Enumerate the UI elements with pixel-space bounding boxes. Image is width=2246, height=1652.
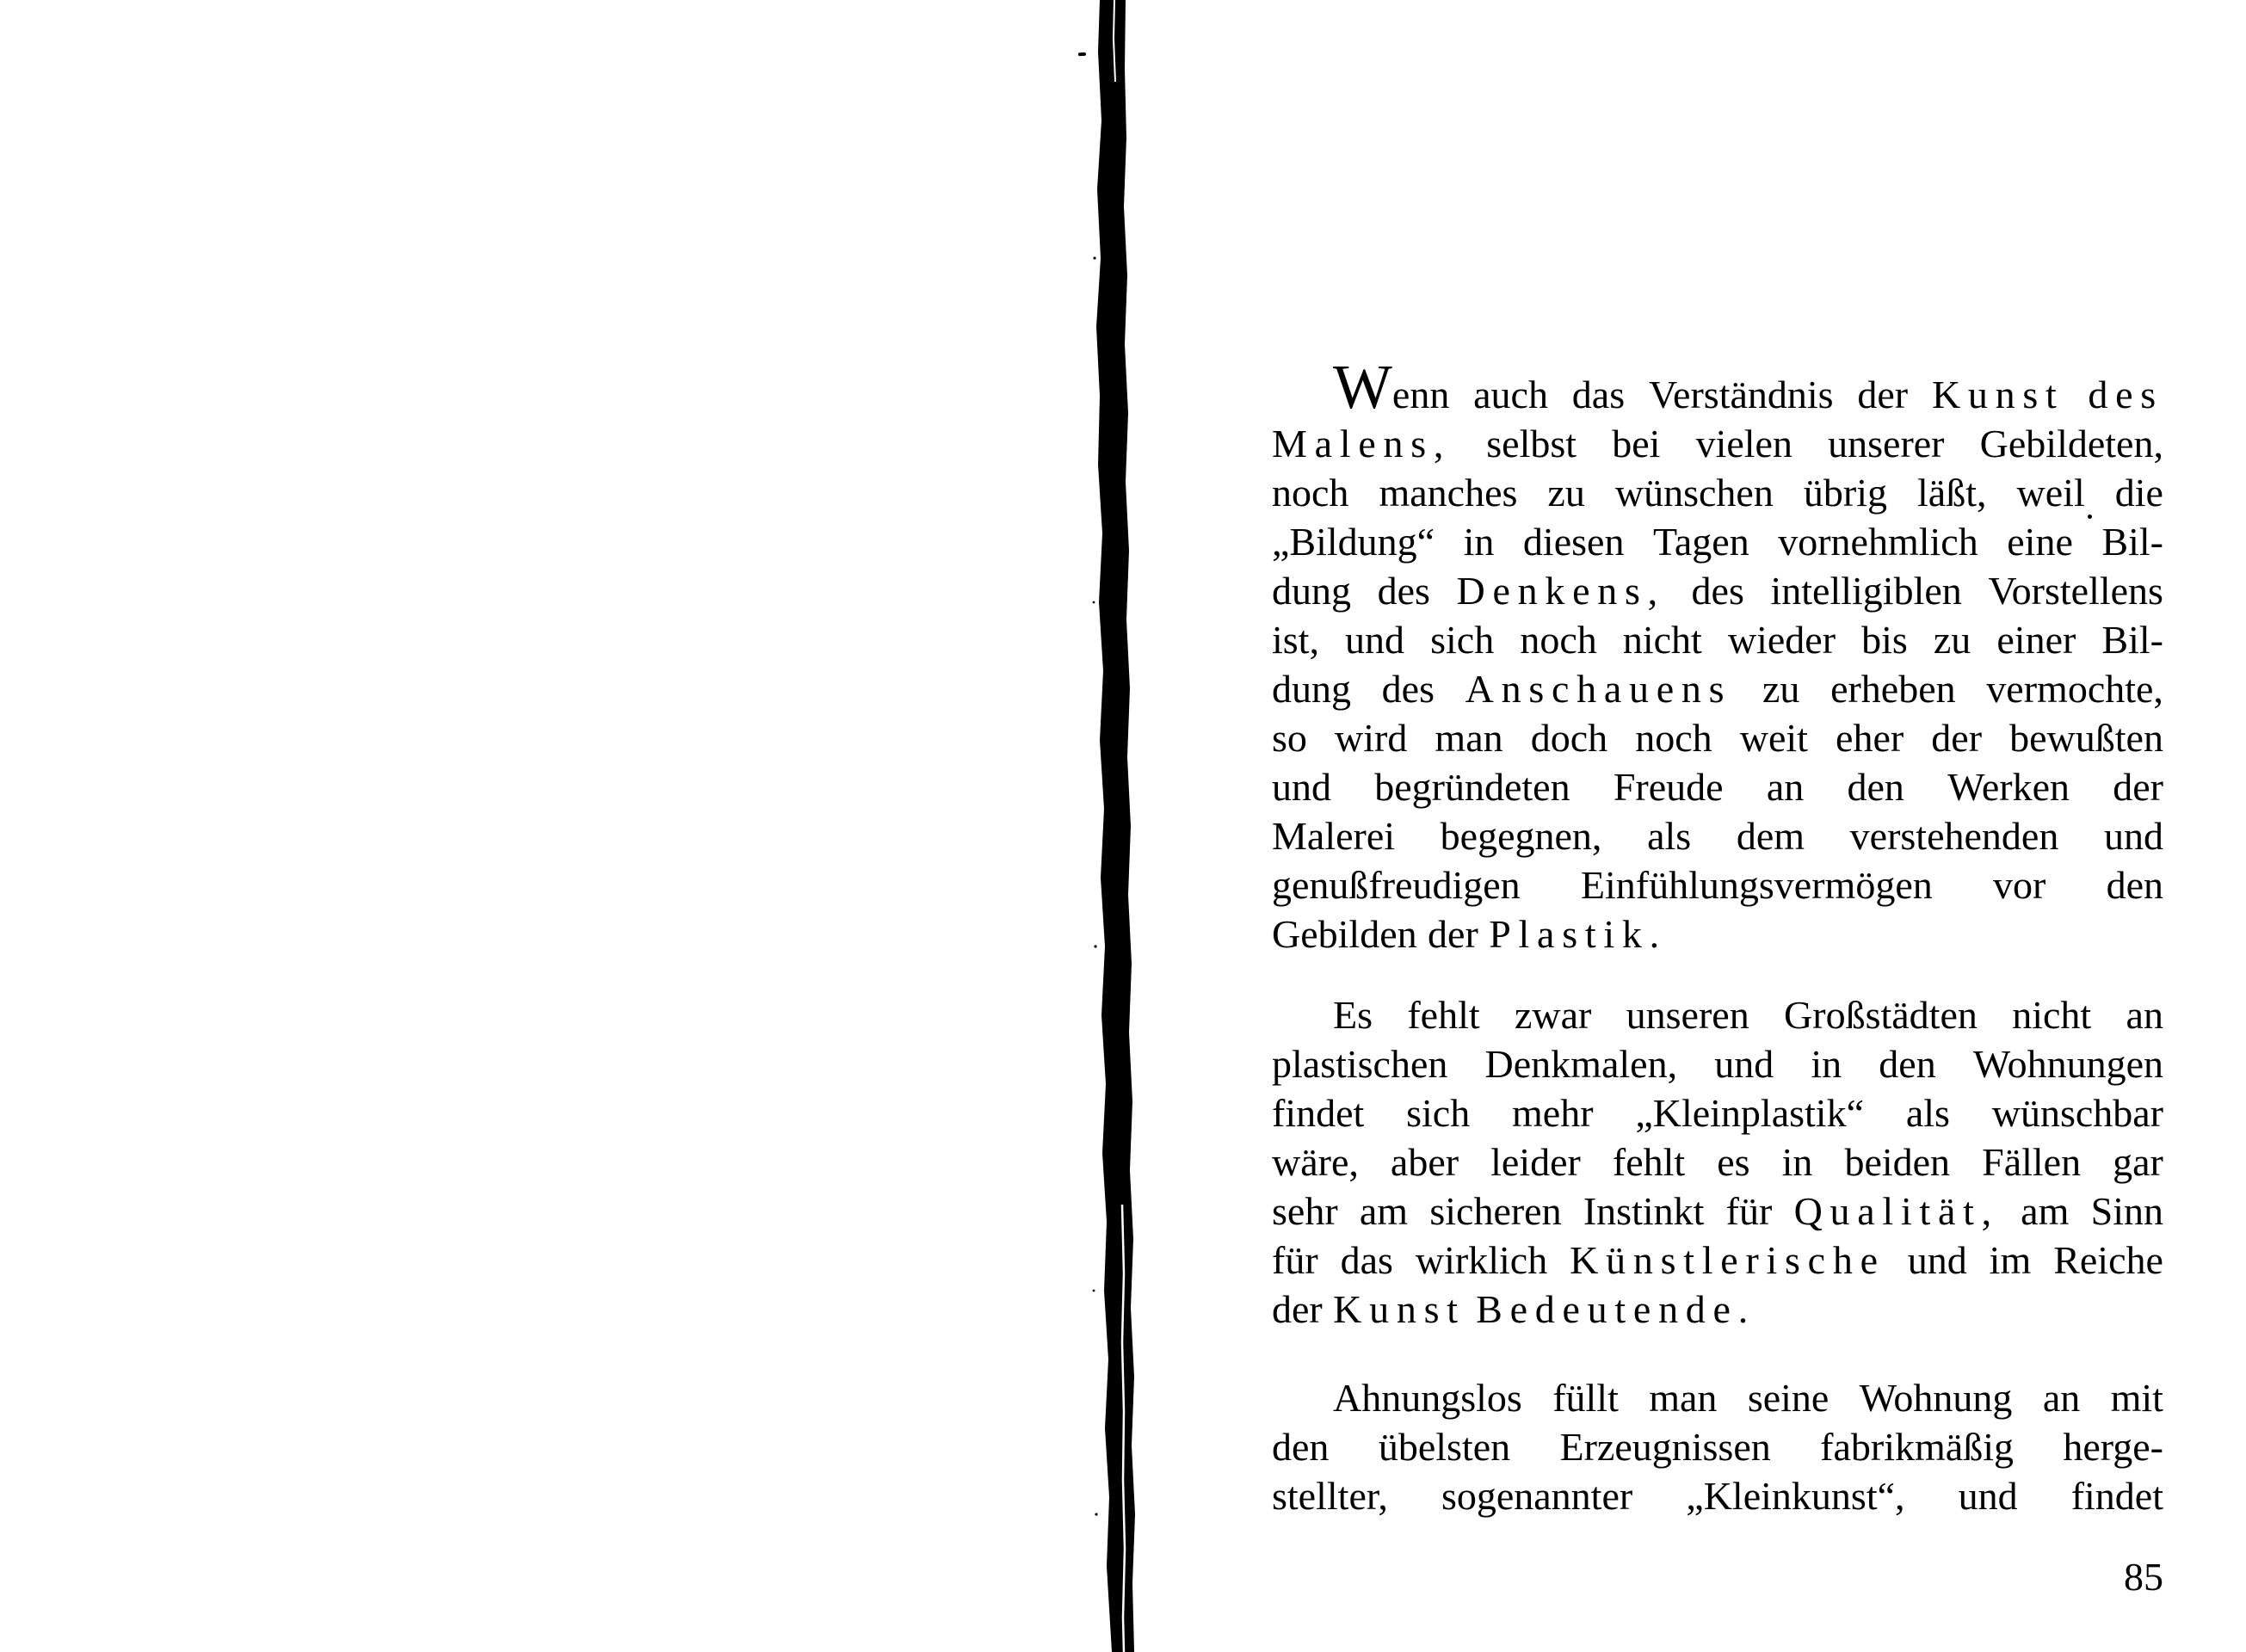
- word: Ahnungslos: [1333, 1376, 1522, 1420]
- text-line: [1272, 615, 2163, 664]
- word: und: [1958, 1474, 2018, 1518]
- paragraph: [1272, 990, 2163, 1334]
- word: und: [1907, 1238, 1967, 1282]
- word: für: [1272, 1238, 1318, 1282]
- word: des: [1377, 569, 1430, 613]
- word: herge-: [2063, 1425, 2163, 1469]
- enlarged-initial-letter: W: [1333, 352, 1392, 422]
- word: vornehmlich: [1778, 520, 1978, 564]
- word: das: [1340, 1238, 1393, 1282]
- word: Erzeugnissen: [1559, 1425, 1771, 1469]
- word: fehlt: [1407, 993, 1480, 1037]
- word: zu: [1547, 471, 1585, 515]
- text-line: [1272, 1187, 2163, 1236]
- word: findet: [1272, 1091, 1365, 1135]
- word: der: [1272, 1287, 1323, 1331]
- word: „Kleinplastik“: [1635, 1091, 1865, 1135]
- word: der: [1428, 912, 1478, 956]
- word: plastischen: [1272, 1042, 1448, 1086]
- word: und: [1272, 765, 1331, 809]
- spine-edge-speck: [1094, 945, 1096, 947]
- spine-white-fleck: [1132, 972, 1135, 976]
- word: stellter,: [1272, 1474, 1388, 1518]
- word: dung: [1272, 569, 1351, 613]
- word: doch: [1530, 716, 1608, 760]
- text-line: [1272, 713, 2163, 762]
- text-line: [1272, 1373, 2163, 1422]
- word: übelsten: [1378, 1425, 1511, 1469]
- word: Verständnis: [1648, 373, 1834, 416]
- emphasized-word: Kunst: [1333, 1287, 1465, 1331]
- word: den: [1847, 765, 1904, 809]
- word: „Bildung“: [1272, 520, 1435, 564]
- text-block: [1272, 352, 2163, 1520]
- word: Großstädten: [1784, 993, 1978, 1037]
- left-page-blank: [0, 0, 1091, 1652]
- word: der: [2113, 765, 2163, 809]
- word: Werken: [1947, 765, 2070, 809]
- word: Gebilden: [1272, 912, 1417, 956]
- word: unseren: [1626, 993, 1749, 1037]
- word: nicht: [1622, 618, 1702, 662]
- word: übrig: [1803, 471, 1887, 515]
- word: das: [1571, 373, 1626, 416]
- word: wieder: [1727, 618, 1836, 662]
- page-number: 85: [2124, 1555, 2163, 1599]
- word: als: [1905, 1091, 1950, 1135]
- text-line: [1272, 468, 2163, 517]
- word: fabrikmäßig: [1820, 1425, 2014, 1469]
- spine-edge-speck: [1095, 1513, 1097, 1515]
- word: „Kleinkunst“,: [1686, 1474, 1905, 1518]
- word: man: [1435, 716, 1503, 760]
- text-line: [1272, 664, 2163, 713]
- word: am: [2021, 1189, 2070, 1233]
- word: zwar: [1514, 993, 1592, 1037]
- word: wirklich: [1415, 1238, 1548, 1282]
- word: Fällen: [1982, 1140, 2082, 1184]
- emphasized-word: Bedeutende.: [1476, 1287, 1755, 1331]
- word: Wohnung: [1859, 1376, 2013, 1420]
- word: füllt: [1552, 1376, 1619, 1420]
- spine-white-fleck: [1130, 740, 1133, 743]
- word: als: [1647, 814, 1692, 858]
- word: begründeten: [1374, 765, 1570, 809]
- word: mehr: [1512, 1091, 1594, 1135]
- word: intelligiblen: [1770, 569, 1962, 613]
- word: mit: [2110, 1376, 2163, 1420]
- word: des: [1381, 667, 1435, 711]
- word: bei: [1612, 422, 1661, 465]
- book-spine-gutter: [1091, 0, 1141, 1652]
- word: diesen: [1522, 520, 1625, 564]
- word: sehr: [1272, 1189, 1338, 1233]
- word: noch: [1272, 471, 1349, 515]
- word: Freude: [1613, 765, 1724, 809]
- word: wird: [1335, 716, 1408, 760]
- text-line: [1272, 1471, 2163, 1520]
- word: in: [1463, 520, 1495, 564]
- word: Denkmalen,: [1484, 1042, 1678, 1086]
- text-line: [1272, 1088, 2163, 1137]
- word: der: [1931, 716, 1983, 760]
- word: seine: [1747, 1376, 1830, 1420]
- text-line: [1272, 1285, 2163, 1334]
- word: auch: [1473, 373, 1548, 416]
- word: Es: [1333, 993, 1373, 1037]
- spine-edge-speck: [1093, 1290, 1095, 1292]
- scan-speck: [1078, 52, 1086, 57]
- word: des: [1691, 569, 1744, 613]
- word: wünschbar: [1991, 1091, 2163, 1135]
- word: eher: [1836, 716, 1904, 760]
- word: ist,: [1272, 618, 1319, 662]
- word: an: [2042, 1376, 2081, 1420]
- word: dem: [1736, 814, 1805, 858]
- word: manches: [1379, 471, 1518, 515]
- text-line: [1272, 566, 2163, 615]
- word: unserer: [1828, 422, 1945, 465]
- word: an: [2126, 993, 2163, 1037]
- word: die: [2114, 471, 2163, 515]
- word: am: [1359, 1189, 1409, 1233]
- word: selbst: [1486, 422, 1577, 465]
- word: Instinkt: [1583, 1189, 1705, 1233]
- word: vielen: [1695, 422, 1792, 465]
- emphasized-word: Denkens,: [1456, 569, 1665, 613]
- spine-edge-speck: [1093, 256, 1095, 259]
- word: man: [1649, 1376, 1718, 1420]
- word: und: [1345, 618, 1405, 662]
- text-line: [1272, 1236, 2163, 1285]
- word: gar: [2113, 1140, 2163, 1184]
- word: Bil-: [2101, 520, 2163, 564]
- emphasized-word: Qualität,: [1793, 1189, 1999, 1233]
- word: Einfühlungsvermögen: [1580, 863, 1933, 907]
- word: so: [1272, 716, 1307, 760]
- word: Reiche: [2053, 1238, 2163, 1282]
- word: Vorstellens: [1988, 569, 2163, 613]
- text-line: [1272, 860, 2163, 909]
- word: Sinn: [2090, 1189, 2163, 1233]
- word: erheben: [1830, 667, 1956, 711]
- word: weil: [2016, 471, 2085, 515]
- word: weit: [1739, 716, 1808, 760]
- text-line: [1272, 1039, 2163, 1088]
- word: noch: [1520, 618, 1597, 662]
- text-line: [1272, 1422, 2163, 1471]
- text-line: [1272, 1137, 2163, 1187]
- emphasized-word: Kunst: [1931, 373, 2064, 416]
- word: genußfreudigen: [1272, 863, 1521, 907]
- word: sich: [1406, 1091, 1471, 1135]
- text-line: [1272, 909, 2163, 959]
- word: der: [1857, 373, 1909, 416]
- word: leider: [1490, 1140, 1581, 1184]
- word: Wohnungen: [1972, 1042, 2163, 1086]
- word: eine: [2007, 520, 2073, 564]
- text-line: [1272, 517, 2163, 566]
- emphasized-word: des: [2088, 373, 2163, 416]
- word: vor: [1992, 863, 2046, 907]
- text-line: [1272, 762, 2163, 811]
- paragraph: [1272, 1373, 2163, 1520]
- word: den: [1272, 1425, 1330, 1469]
- paragraph: [1272, 352, 2163, 959]
- emphasized-word: Malens,: [1272, 422, 1452, 465]
- word: findet: [2070, 1474, 2163, 1518]
- word: Wenn: [1333, 352, 1450, 422]
- text-line: [1272, 352, 2163, 422]
- word: sich: [1430, 618, 1495, 662]
- word: fehlt: [1612, 1140, 1686, 1184]
- word: Tagen: [1652, 520, 1749, 564]
- word: an: [1766, 765, 1805, 809]
- word: Malerei: [1272, 814, 1396, 858]
- spine-edge-speck: [1093, 601, 1095, 604]
- word: den: [2106, 863, 2163, 907]
- word: zu: [1933, 618, 1971, 662]
- scan-speck: [2088, 515, 2092, 519]
- word: verstehenden: [1849, 814, 2059, 858]
- word: für: [1725, 1189, 1773, 1233]
- word: noch: [1635, 716, 1712, 760]
- emphasized-word: Künstlerische: [1570, 1238, 1885, 1282]
- word: dung: [1272, 667, 1351, 711]
- word: wäre,: [1272, 1140, 1359, 1184]
- emphasized-word: Anschauens: [1465, 667, 1732, 711]
- word: Bil-: [2101, 618, 2163, 662]
- word: wünschen: [1614, 471, 1774, 515]
- word: beiden: [1844, 1140, 1951, 1184]
- word: sicheren: [1429, 1189, 1562, 1233]
- text-line: [1272, 990, 2163, 1039]
- word: einer: [1996, 618, 2076, 662]
- word: sogenannter: [1441, 1474, 1633, 1518]
- word: begegnen,: [1440, 814, 1602, 858]
- word: Gebildeten,: [1979, 422, 2163, 465]
- text-line: [1272, 811, 2163, 860]
- word: bis: [1861, 618, 1908, 662]
- text-line: [1272, 419, 2163, 468]
- word: in: [1781, 1140, 1813, 1184]
- word: und: [2103, 814, 2163, 858]
- word: den: [1879, 1042, 1936, 1086]
- spine-black-band: [1096, 0, 1135, 1652]
- emphasized-word: Plastik.: [1489, 912, 1667, 956]
- word: nicht: [2012, 993, 2092, 1037]
- word: zu: [1762, 667, 1800, 711]
- word: vermochte,: [1986, 667, 2163, 711]
- word: aber: [1390, 1140, 1459, 1184]
- word: läßt,: [1917, 471, 1987, 515]
- word: in: [1811, 1042, 1842, 1086]
- word: es: [1717, 1140, 1750, 1184]
- word: im: [1989, 1238, 2032, 1282]
- word: bewußten: [2009, 716, 2163, 760]
- word: und: [1714, 1042, 1774, 1086]
